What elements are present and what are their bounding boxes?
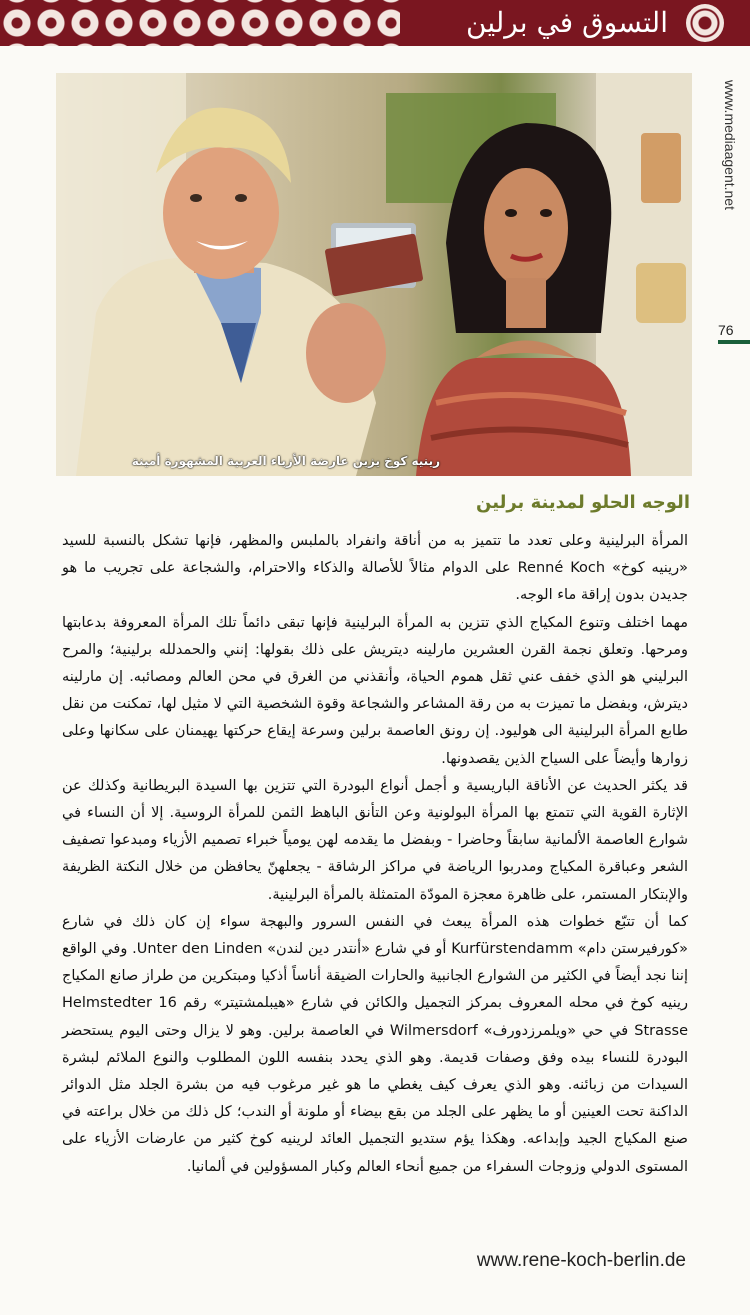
page-number-rule bbox=[718, 340, 750, 344]
photo-illustration bbox=[56, 73, 692, 476]
article-paragraph: مهما اختلف وتنوع المكياج الذي تتزين به المرأة البرلينية فإنها تبقى دائماً تلك المرأة المعروفة بدعابتها ومرحها. وتعلق نجمة القرن العشرين مارلينه ديتريش على ذلك بقولها: إنني والحمدلله برلينية؛ والمرح البرليني هو الذي خفف عني ثقل هموم الحياة، وأنقذني من الغرق في محن العالم ومصائبه. إن مارلينه ديترش، وبفضل ما تميزت به من رقة المشاعر والشجاعة وقوة الشخصية التي لا مثيل لها، تمكنت من نقل طابع المرأة البرلينية الى هوليود. إن رونق العاصمة برلين وسرعة إيقاع حركتها يهيمنان على سكانها وعلى زوارها وأيضاً على السياح الذين يقصدونها. bbox=[62, 614, 688, 767]
article-paragraph: المرأة البرلينية وعلى تعدد ما تتميز به من أناقة وانفراد بالملبس والمظهر، فإنها تشكل بالنسبة للسيد «رينيه كوخ» Renné Koch على الدوام مثالاً للأصالة والذكاء والاحترام، والشجاعة على تجريب ما هو جديدن بدون إراقة ماء الوجه. bbox=[62, 533, 688, 604]
article-heading: الوجه الحلو لمدينة برلين bbox=[476, 492, 690, 513]
article-paragraph: قد يكثر الحديث عن الأناقة الباريسية و أجمل أنواع البودرة التي تتزين بها السيدة البريطانية وكذلك عن الإثارة القوية التي تتمتع بها المرأة البولونية وعن التأنق الباهظ الثمن للمرأة الروسية. إلا أن النساء في شوارع العاصمة الألمانية سابقاً وحاضرا - وبفضل ما يقدمه لهن يومياً خبراء تصميم الأزياء ومبدعوا تصفيف الشعر وعباقرة المكياج ومدربوا الرياضة في مراكز الرشاقة - يجعلهنّ يحافظن من خلال النكتة الظريفة والإبتكار المستمر، على ظاهرة معجزة المودّة المتمثلة بالمرأة البرلينية. bbox=[62, 777, 688, 903]
article-photo bbox=[56, 73, 692, 476]
rosette-icon bbox=[686, 4, 724, 42]
side-url: www.mediaagent.net bbox=[722, 80, 738, 210]
header-banner bbox=[0, 0, 750, 46]
website-link[interactable]: www.rene-koch-berlin.de bbox=[476, 1250, 686, 1271]
section-title-banner: التسوق في برلين bbox=[466, 6, 668, 39]
photo-caption: رينيه كوخ يزين عارضة الأزياء العربية المشهورة أمينة bbox=[131, 454, 440, 468]
page-number: 76 bbox=[718, 322, 734, 338]
ornamental-pattern bbox=[0, 0, 400, 46]
article-body bbox=[62, 528, 688, 1181]
article-paragraph: كما أن تتبّع خطوات هذه المرأة يبعث في النفس السرور والبهجة سواء إن كان ذلك في شارع «كورفيرستن دام» Kurfürstendamm أو في شارع «أنتدر دين لندن» Unter den Linden. وفي الواقع إننا نجد أيضاً في الكثير من الشوارع الجانبية والحارات الضيقة أناساً أذكيا ومبتكرين من طراز صانع المكياج رينيه كوخ في محله المعروف بمركز التجميل والكائن في شارع «هيبلمشتيتر» رقم 16 Helmstedter Strasse في حي «ويلمرزدورف» Wilmersdorf في العاصمة برلين. وهو لا يزال وحتى اليوم يستحضر البودرة للنساء بيده وفق وصفات قديمة. وهو الذي يحدد بنفسه اللون المطلوب والنوع الملائم لبشرة السيدات من زبائنه. وهو الذي يعرف كيف يغطي ما هو غير مرغوب فيه من بشرة الجلد مثل الدوائر الداكنة تحت العينين أو ما يظهر على الجلد من بقع بيضاء أو ملونة أو الندب؛ كل ذلك من خلال براعته في صنع المكياج الجيد وإبداعه. وهكذا يؤم ستديو التجميل العائد لرينيه كوخ كثير من عارضات الأزياء على المستوى الدولي وزوجات السفراء من جميع أنحاء العالم وكبار المسؤولين في ألمانيا. bbox=[62, 913, 689, 1175]
